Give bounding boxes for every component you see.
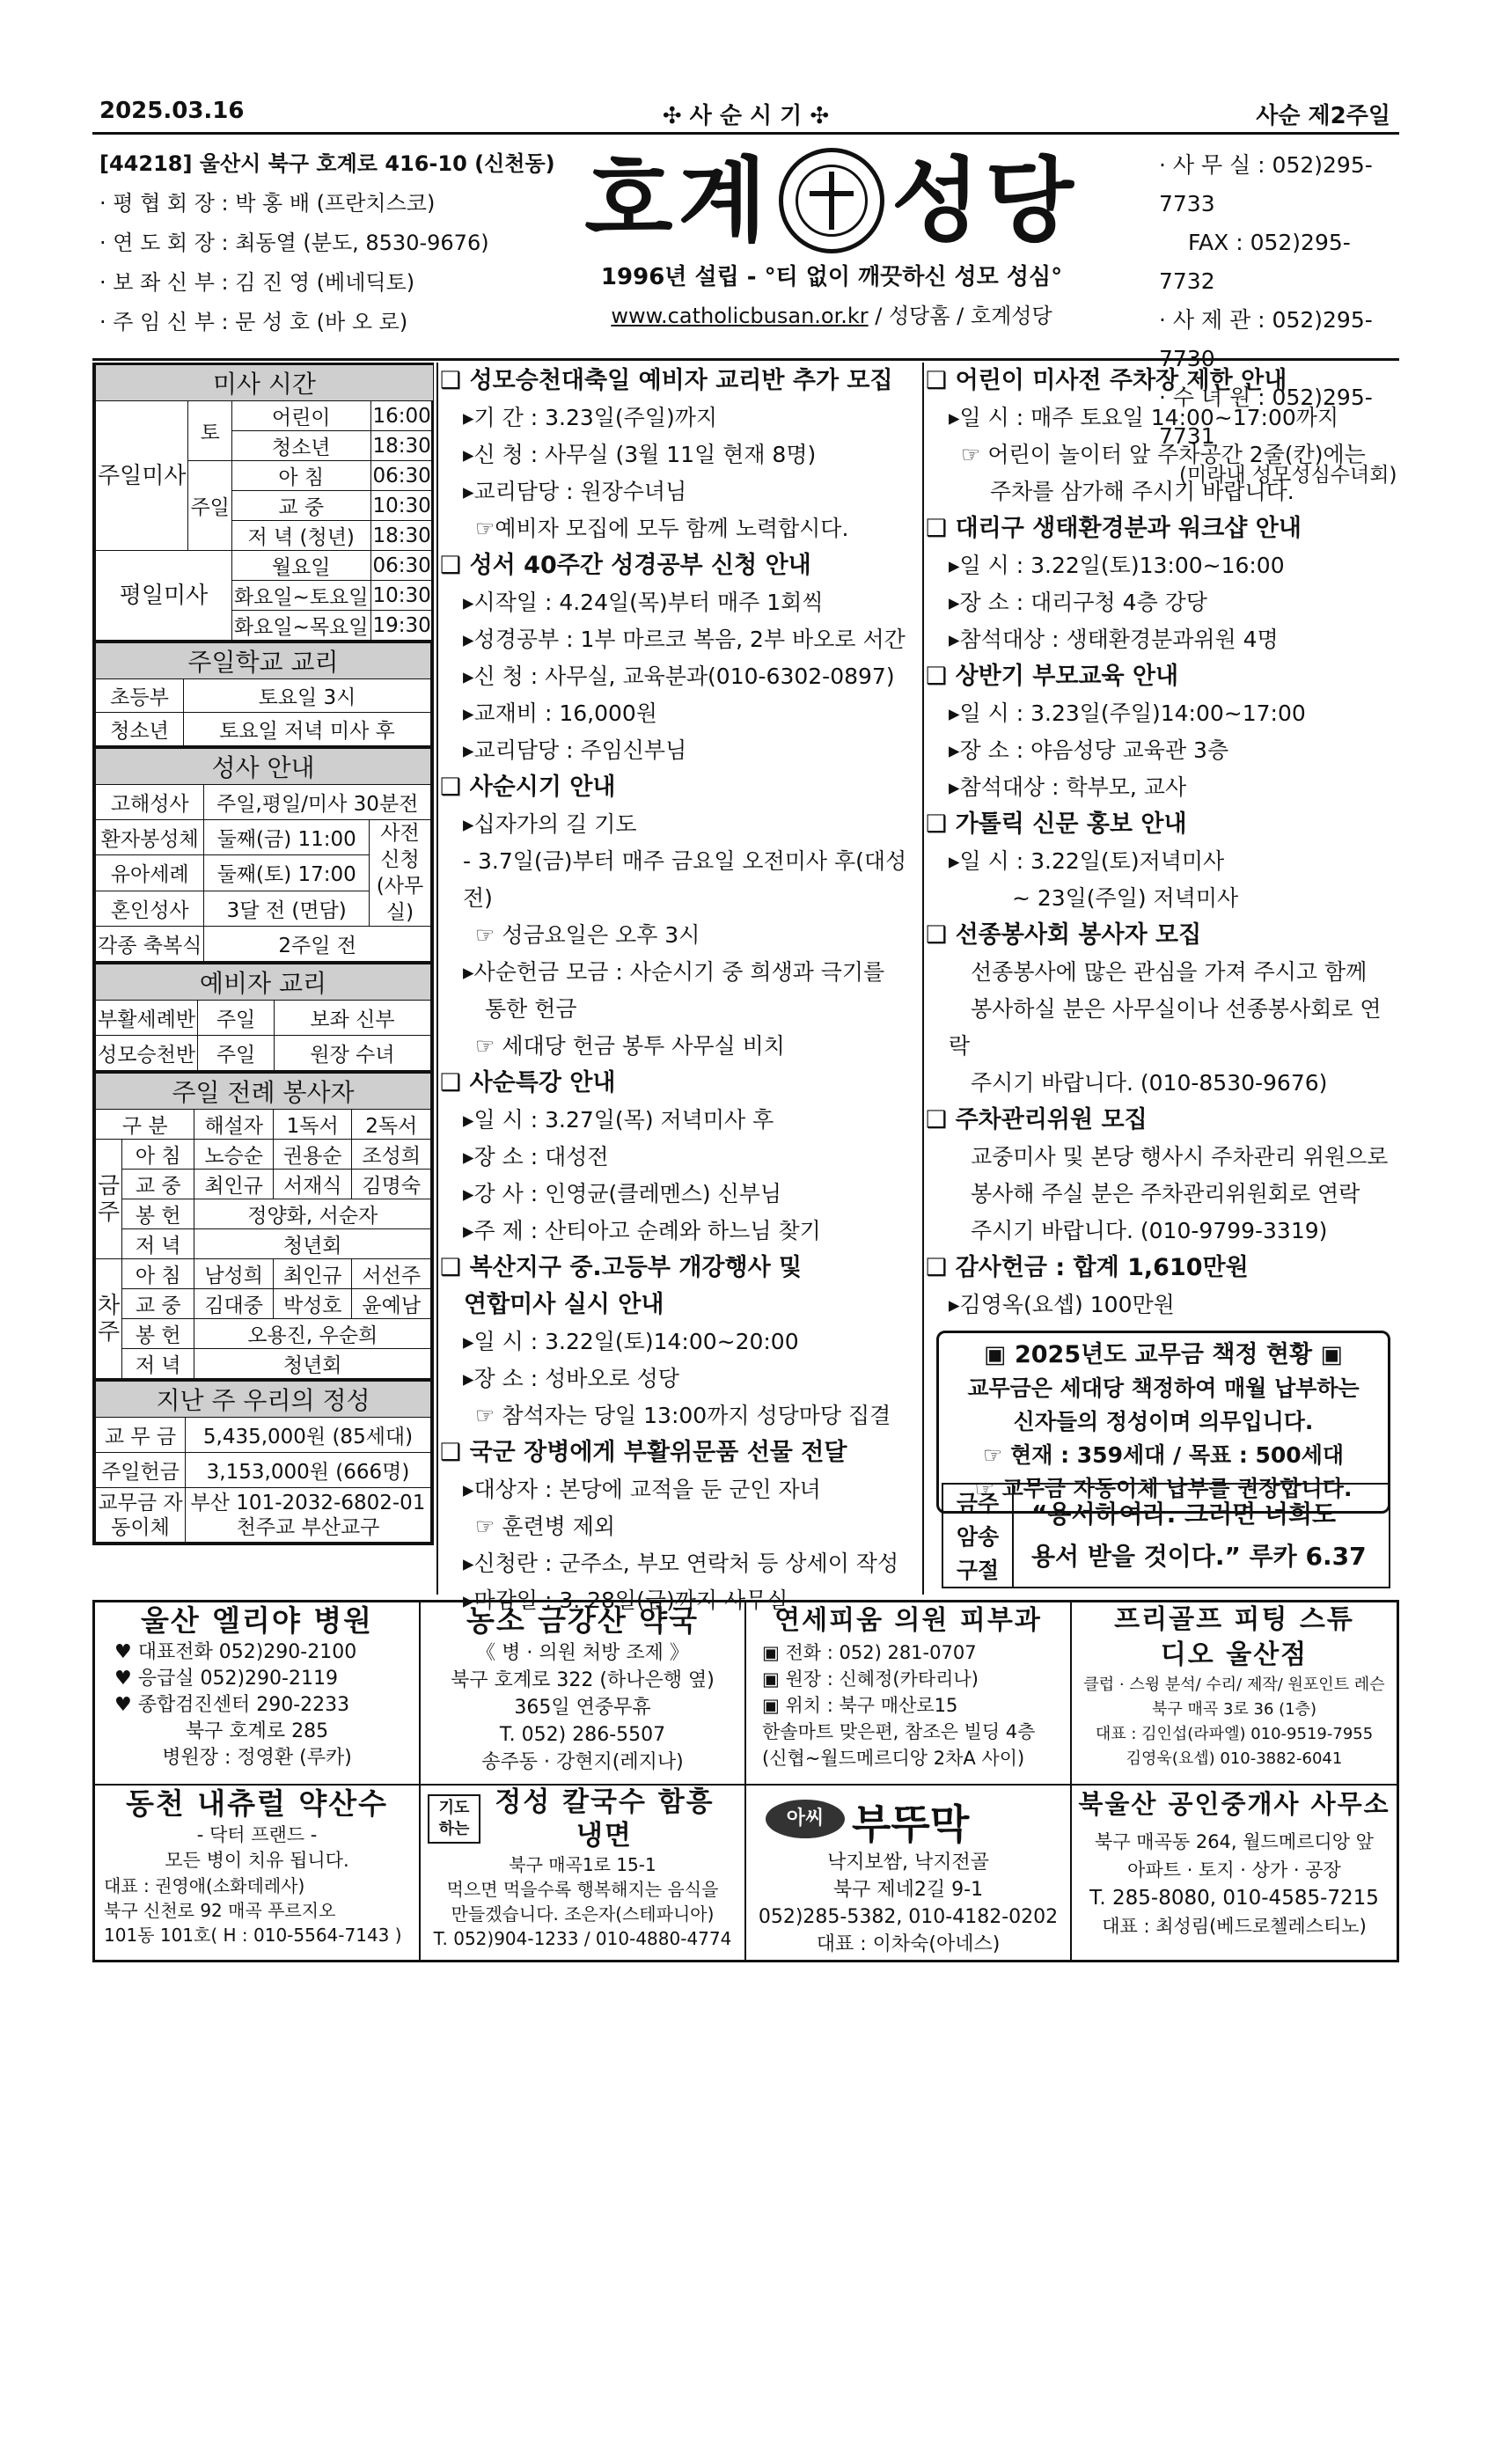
fund-line: 신자들의 정성이며 의무입니다. — [1013, 1409, 1314, 1434]
ad-line: 병원장 : 정영환 (루카) — [162, 1747, 352, 1769]
ad-title: 프리골프 피팅 스튜디오 울산점 — [1114, 1604, 1354, 1670]
parish-title — [532, 148, 1131, 329]
school-time: 토요일 저녁 미사 후 — [184, 713, 431, 746]
notice-heading: ❑ 성모승천대축일 예비자 교리반 추가 모집 — [440, 367, 893, 394]
website-suffix: / 성당홈 / 호계성당 — [868, 304, 1052, 328]
column-divider — [922, 363, 924, 1595]
notice-line: ▸강 사 : 인영균(클레멘스) 신부님 — [463, 1181, 782, 1206]
founded-line: 1996년 설립 - °티 없이 깨끗하신 성모 성심° — [600, 264, 1063, 290]
sacrament-name: 고해성사 — [96, 785, 204, 820]
title-left: 호계 — [584, 146, 772, 254]
class-teacher: 원장 수녀 — [275, 1036, 431, 1071]
auto-transfer-label: 교무금 자동이체 — [96, 1488, 186, 1543]
school-group: 초등부 — [96, 679, 184, 713]
contact-line: FAX : 052)295-7732 — [1159, 230, 1351, 294]
contact-line: · 사 제 관 : 052)295-7730 — [1159, 307, 1373, 371]
ad-title: 북울산 공인중개사 사무소 — [1078, 1789, 1390, 1819]
notice-line: ▸성경공부 : 1부 마르코 복음, 2부 바오로 서간 — [463, 627, 906, 652]
notice-heading: ❑ 가톨릭 신문 홍보 안내 — [926, 810, 1187, 838]
advertisements — [92, 1600, 1399, 1962]
mass-name: 교 중 — [231, 491, 370, 521]
notice-line: ▸일 시 : 매주 토요일 14:00~17:00까지 — [949, 405, 1339, 430]
verse-line: 용서 받을 것이다.” 루카 6.37 — [1031, 1542, 1367, 1571]
offering-type: 교 무 금 — [96, 1418, 186, 1453]
next-week-label: 차주 — [96, 1259, 122, 1379]
ad-line: ♥ 대표전화 052)290-2100 — [114, 1641, 357, 1663]
col-head: 2독서 — [352, 1110, 431, 1140]
ad-title: 동천 내츄럴 약산수 — [125, 1786, 388, 1821]
sacrament-name: 혼인성사 — [96, 891, 204, 926]
ad-line: 052)285-5382, 010-4182-0202 — [758, 1906, 1059, 1928]
offering-amount: 3,153,000원 (666명) — [186, 1453, 431, 1488]
sacrament-name: 각종 축복식 — [96, 927, 204, 962]
slot: 저 녁 — [122, 1229, 194, 1259]
col-head: 1독서 — [273, 1110, 352, 1140]
auto-transfer-account: 부산 101-2032-6802-01 천주교 부산교구 — [186, 1488, 431, 1543]
mass-time: 10:30 — [370, 491, 433, 521]
notice-line: ▸장 소 : 대성전 — [463, 1144, 609, 1170]
notice-heading: ❑ 선종봉사회 봉사자 모집 — [926, 921, 1202, 949]
ad-title: 농소 금강산 약국 — [466, 1603, 700, 1638]
ad-golf — [1072, 1602, 1397, 1786]
notice-line: 선종봉사에 많은 관심을 가져 주시고 함께 — [949, 959, 1368, 985]
notice-line: ▸일 시 : 3.22일(토)13:00~16:00 — [949, 553, 1285, 578]
class-day: 주일 — [198, 1036, 275, 1071]
liturgical-season: ✣ 사 순 시 기 ✣ — [662, 103, 830, 129]
ad-line: 낙지보쌈, 낙지전골 — [826, 1852, 989, 1874]
notice-line: ▸신 청 : 사무실 (3월 11일 현재 8명) — [463, 442, 817, 467]
notice-line: ☞ 어린이 놀이터 앞 주차공간 2줄(칸)에는 — [961, 442, 1366, 467]
notice-line: ▸장 소 : 야음성당 교육관 3층 — [949, 737, 1229, 763]
notice-line: ▸참석대상 : 학부모, 교사 — [949, 774, 1187, 800]
ad-title: 연세피움 의원 피부과 — [774, 1605, 1042, 1636]
top-bar — [92, 92, 1399, 135]
ad-prefix: 아씨 — [766, 1800, 845, 1838]
ad-realestate — [1072, 1786, 1397, 1960]
server: 권용순 — [273, 1140, 352, 1170]
ad-line: 《 병 · 의원 처방 조제 》 — [476, 1642, 689, 1664]
col-head: 구 분 — [96, 1110, 194, 1140]
weekday-mass-label: 평일미사 — [96, 551, 232, 641]
notice-line: 주시기 바랍니다. (010-8530-9676) — [949, 1070, 1328, 1096]
this-week-label: 금주 — [96, 1140, 122, 1259]
ad-pharmacy — [421, 1602, 746, 1786]
notice-heading: ❑ 상반기 부모교육 안내 — [926, 663, 1179, 690]
mass-time: 06:30 — [370, 461, 433, 491]
notice-heading: 연합미사 실시 안내 — [440, 1291, 664, 1318]
notice-heading: ❑ 복산지구 중.고등부 개강행사 및 — [440, 1254, 803, 1281]
mass-name: 어린이 — [231, 401, 370, 431]
slot: 아 침 — [122, 1140, 194, 1170]
ad-line: 북구 매곡 3로 36 (1층) — [1151, 1700, 1317, 1719]
notice-line: ▸교리담당 : 주임신부님 — [463, 737, 687, 763]
schedule-tables — [92, 363, 434, 1545]
ad-line: ♥ 종합검진센터 290-2233 — [114, 1694, 350, 1716]
notice-line: ▸시작일 : 4.24일(목)부터 매주 1회씩 — [463, 590, 824, 615]
notice-heading: ❑ 어린이 미사전 주차장 제한 안내 — [926, 367, 1287, 394]
sacrament-name: 환자봉성체 — [96, 820, 204, 855]
ad-line: T. 052)904-1233 / 010-4880-4774 — [433, 1928, 732, 1949]
notice-line: ▸사순헌금 모금 : 사순시기 중 희생과 극기를 — [463, 959, 885, 985]
ad-line: ▣ 전화 : 052) 281-0707 — [762, 1642, 977, 1663]
notice-line: ☞ 세대당 헌금 봉투 사무실 비치 — [475, 1033, 785, 1059]
notice-line: 통한 헌금 — [463, 996, 577, 1022]
ad-line: 북구 호계로 322 (하나은행 옆) — [451, 1669, 715, 1691]
notice-line: ▸장 소 : 성바오로 성당 — [463, 1366, 679, 1391]
school-time: 토요일 3시 — [184, 679, 431, 713]
ad-line: 101동 101호( H : 010-5564-7143 ) — [104, 1925, 402, 1946]
ad-line: T. 285-8080, 010-4585-7215 — [1089, 1887, 1379, 1910]
notice-line: ▸일 시 : 3.27일(목) 저녁미사 후 — [463, 1107, 774, 1133]
col-head: 해설자 — [194, 1110, 274, 1140]
middle-notices — [440, 363, 920, 1619]
officer-line: · 평 협 회 장 : 박 홍 배 (프란치스코) — [99, 191, 436, 216]
ad-line: ▣ 원장 : 신혜정(카타리나) — [762, 1668, 979, 1690]
server: 박성호 — [273, 1289, 352, 1319]
notice-line: ▸십자가의 길 기도 — [463, 811, 637, 837]
notice-line: ▸교리담당 : 원장수녀님 — [463, 479, 687, 504]
notice-heading: ❑ 감사헌금 : 합계 1,610만원 — [926, 1254, 1249, 1281]
sacrament-time: 2주일 전 — [204, 927, 431, 962]
mass-time: 10:30 — [370, 581, 433, 611]
mass-time: 18:30 — [370, 431, 433, 461]
mass-name: 화요일~목요일 — [231, 611, 370, 641]
notice-heading: ❑ 대리구 생태환경분과 워크샵 안내 — [926, 515, 1302, 542]
ad-title: 부뚜막 — [852, 1800, 970, 1848]
ad-line: 북구 제네2길 9-1 — [832, 1879, 984, 1901]
contact-line: (미라내 성모성심수녀회) — [1159, 464, 1397, 487]
ad-line: ▣ 위치 : 북구 매산로15 — [762, 1695, 958, 1716]
sunday-school-title: 주일학교 교리 — [96, 642, 431, 679]
fund-line: 교무금은 세대당 책정하여 매월 납부하는 — [967, 1375, 1360, 1401]
server: 최인규 — [273, 1259, 352, 1289]
notice-line: ☞ 성금요일은 오후 3시 — [475, 922, 700, 948]
mass-name: 월요일 — [231, 551, 370, 581]
server: 김대중 — [194, 1289, 274, 1319]
evening-servers: 청년회 — [194, 1229, 431, 1259]
notice-line: 봉사해 주실 분은 주차관리위원회로 연락 — [949, 1181, 1360, 1206]
officer-line: · 주 임 신 부 : 문 성 호 (바 오 로) — [99, 310, 408, 334]
notice-line: ▸대상자 : 본당에 교적을 둔 군인 자녀 — [463, 1477, 821, 1502]
mass-time: 18:30 — [370, 521, 433, 551]
slot: 저 녁 — [122, 1349, 194, 1379]
ad-line: 모든 병이 치유 됩니다. — [165, 1850, 349, 1871]
ad-line: 대표 : 이차숙(아네스) — [816, 1933, 1001, 1955]
sacrament-time: 주일,평일/미사 30분전 — [204, 785, 431, 820]
ad-line: 아파트 · 토지 · 상가 · 공장 — [1127, 1859, 1341, 1881]
ad-restaurant — [746, 1786, 1072, 1960]
ad-title: 정성 칼국수 함흥냉면 — [495, 1786, 715, 1852]
memory-verse-box — [942, 1483, 1390, 1588]
offertory-servers: 정양화, 서순자 — [194, 1199, 431, 1229]
notice-line: ▸장 소 : 대리구청 4층 강당 — [949, 590, 1207, 615]
notice-line: ▸교재비 : 16,000원 — [463, 700, 657, 726]
fund-line: ☞ 교무금 자동이체 납부를 권장합니다. — [974, 1476, 1353, 1501]
sacrament-time: 3달 전 (면담) — [204, 891, 370, 926]
server: 서재식 — [273, 1170, 352, 1199]
ad-line: 365일 연중무휴 — [514, 1697, 651, 1719]
ad-line: T. 052) 286-5507 — [499, 1724, 666, 1746]
sacrament-time: 둘째(토) 17:00 — [204, 855, 370, 891]
ad-line: 대표 : 김인섭(라파엘) 010-9519-7955 — [1095, 1725, 1374, 1743]
memory-verse-label: 금주 암송 구절 — [943, 1485, 1014, 1587]
memory-verse — [1031, 1493, 1367, 1578]
server: 윤예남 — [352, 1289, 431, 1319]
parish-seal-icon — [779, 148, 884, 253]
sunday-label: 주일 — [188, 461, 231, 551]
advance-registration-note: 사전 신청 (사무실) — [370, 820, 431, 927]
ad-prefix: 기도 하는 — [428, 1794, 480, 1844]
fund-box-title: ▣ 2025년도 교무금 책정 현황 ▣ — [984, 1341, 1343, 1368]
parish-address: [44218] 울산시 북구 호계로 416-10 (신천동) — [99, 151, 555, 176]
sacrament-time: 둘째(금) 11:00 — [204, 820, 370, 855]
fund-line: ☞ 현재 : 359세대 / 목표 : 500세대 — [982, 1442, 1345, 1468]
class-teacher: 보좌 신부 — [275, 1001, 431, 1036]
notice-heading: ❑ 주차관리위원 모집 — [926, 1106, 1148, 1133]
officer-line: · 보 좌 신 부 : 김 진 영 (베네딕토) — [99, 270, 415, 295]
server: 남성희 — [194, 1259, 274, 1289]
notice-line: ~ 23일(주일) 저녁미사 — [961, 885, 1239, 911]
slot: 교 중 — [122, 1170, 194, 1199]
slot: 교 중 — [122, 1289, 194, 1319]
notice-heading: ❑ 사순특강 안내 — [440, 1069, 616, 1096]
notice-line: ☞예비자 모집에 모두 함께 노력합시다. — [475, 516, 849, 541]
mass-name: 저 녁 (청년) — [231, 521, 370, 551]
server: 서선주 — [352, 1259, 431, 1289]
mass-time: 16:00 — [370, 401, 433, 431]
ad-line: 대표 : 권영애(소화데레사) — [104, 1875, 305, 1896]
mass-times-title: 미사 시간 — [96, 364, 434, 401]
ad-line: 북구 매곡동 264, 월드메르디앙 앞 — [1095, 1831, 1374, 1852]
mass-time: 19:30 — [370, 611, 433, 641]
slot: 봉 헌 — [122, 1199, 194, 1229]
website-link[interactable]: www.catholicbusan.or.kr — [611, 304, 869, 328]
notice-line: ☞ 참석자는 당일 13:00까지 성당마당 집결 — [475, 1403, 891, 1428]
class-name: 성모승천반 — [96, 1036, 198, 1071]
notice-heading: ❑ 성서 40주간 성경공부 신청 안내 — [440, 552, 811, 579]
ad-dermatology — [746, 1602, 1072, 1786]
ad-line: 만들겠습니다. 조은자(스테파니아) — [451, 1903, 715, 1925]
notice-heading: ❑ 국군 장병에게 부활위문품 선물 전달 — [440, 1439, 847, 1466]
ad-line: (신협~월드메르디앙 2차A 사이) — [762, 1748, 1025, 1769]
ad-line: 김영욱(요셉) 010-3882-6041 — [1126, 1749, 1343, 1768]
mass-time: 06:30 — [370, 551, 433, 581]
notice-line: ▸신 청 : 사무실, 교육분과(010-6302-0897) — [463, 664, 895, 689]
ad-line: 송주동 · 강현지(레지나) — [481, 1751, 684, 1773]
notice-line: ▸일 시 : 3.22일(토)14:00~20:00 — [463, 1329, 799, 1354]
contact-line: · 사 무 실 : 052)295-7733 — [1159, 152, 1373, 216]
parish-officers — [99, 144, 555, 342]
notice-line: - 3.7일(금)부터 매주 금요일 오전미사 후(대성전) — [463, 848, 907, 911]
title-right: 성당 — [891, 146, 1079, 254]
ad-line: 클럽 · 스윙 분석/ 수리/ 제작/ 원포인트 레슨 — [1083, 1676, 1385, 1694]
column-divider — [436, 363, 438, 1595]
slot: 아 침 — [122, 1259, 194, 1289]
catechumen-title: 예비자 교리 — [96, 964, 431, 1001]
server: 조성희 — [352, 1140, 431, 1170]
ad-hospital — [95, 1602, 421, 1786]
ad-line: 한솔마트 맞은편, 참조은 빌딩 4층 — [762, 1721, 1036, 1742]
notice-line: ▸마감일 : 3. 28일(금)까지 사무실 — [463, 1588, 788, 1613]
sacrament-name: 유아세례 — [96, 855, 204, 891]
evening-servers: 청년회 — [194, 1349, 431, 1379]
notice-line: ▸기 간 : 3.23일(주일)까지 — [463, 405, 718, 430]
ad-line: 먹으면 먹을수록 행복해지는 음식을 — [446, 1879, 719, 1900]
offertory-servers: 오용진, 우순희 — [194, 1319, 431, 1349]
ad-line: ♥ 응급실 052)290-2119 — [114, 1668, 338, 1690]
notice-line: 주시기 바랍니다. (010-9799-3319) — [949, 1218, 1328, 1243]
liturgy-title: 주일 전례 봉사자 — [96, 1073, 431, 1110]
class-name: 부활세례반 — [96, 1001, 198, 1036]
server: 김명숙 — [352, 1170, 431, 1199]
server: 노승순 — [194, 1140, 274, 1170]
ad-title: 울산 엘리야 병원 — [140, 1603, 374, 1638]
class-day: 주일 — [198, 1001, 275, 1036]
offering-type: 주일헌금 — [96, 1453, 186, 1488]
contact-line: · 수 녀 원 : 052)295-7731 — [1159, 385, 1373, 449]
sacraments-title: 성사 안내 — [96, 748, 431, 785]
notice-line: ▸신청란 : 군주소, 부모 연락처 등 상세이 작성 — [463, 1551, 899, 1576]
mass-name: 청소년 — [231, 431, 370, 461]
offering-title: 지난 주 우리의 정성 — [96, 1381, 431, 1418]
notice-line: ▸주 제 : 산티아고 순례와 하느님 찾기 — [463, 1218, 821, 1243]
notice-line: 주차를 삼가해 주시기 바랍니다. — [961, 479, 1294, 504]
school-group: 청소년 — [96, 713, 184, 746]
liturgical-week: 사순 제2주일 — [1256, 103, 1390, 129]
mass-name: 화요일~토요일 — [231, 581, 370, 611]
notice-line: 봉사하실 분은 사무실이나 선종봉사회로 연락 — [949, 996, 1382, 1059]
notice-line: ▸일 시 : 3.23일(주일)14:00~17:00 — [949, 700, 1306, 726]
ad-line: 북구 신천로 92 매곡 푸르지오 — [104, 1900, 336, 1921]
verse-line: “용서하여라. 그러면 너희도 — [1031, 1500, 1337, 1529]
server: 최인규 — [194, 1170, 274, 1199]
mass-name: 아 침 — [231, 461, 370, 491]
notice-heading: ❑ 사순시기 안내 — [440, 774, 616, 801]
bulletin-date: 2025.03.16 — [99, 98, 245, 124]
ad-noodles — [421, 1786, 746, 1960]
ad-water — [95, 1786, 421, 1960]
right-notices — [926, 363, 1399, 1514]
offering-amount: 5,435,000원 (85세대) — [186, 1418, 431, 1453]
notice-line: ▸참석대상 : 생태환경분과위원 4명 — [949, 627, 1279, 652]
ad-line: 북구 매곡1로 15-1 — [509, 1854, 656, 1875]
ad-line: - 닥터 프랜드 - — [196, 1824, 318, 1845]
sunday-mass-label: 주일미사 — [96, 401, 188, 551]
notice-line: ☞ 훈련병 제외 — [475, 1514, 616, 1539]
officer-line: · 연 도 회 장 : 최동열 (분도, 8530-9676) — [99, 231, 489, 255]
notice-line: 교중미사 및 본당 행사시 주차관리 위원으로 — [949, 1144, 1389, 1170]
ad-line: 대표 : 최성림(베드로첼레스티노) — [1102, 1916, 1367, 1937]
ad-line: 북구 호계로 285 — [185, 1720, 329, 1742]
saturday-label: 토 — [188, 401, 231, 461]
notice-line: ▸김영옥(요셉) 100만원 — [949, 1292, 1175, 1317]
slot: 봉 헌 — [122, 1319, 194, 1349]
notice-line: ▸일 시 : 3.22일(토)저녁미사 — [949, 848, 1225, 874]
